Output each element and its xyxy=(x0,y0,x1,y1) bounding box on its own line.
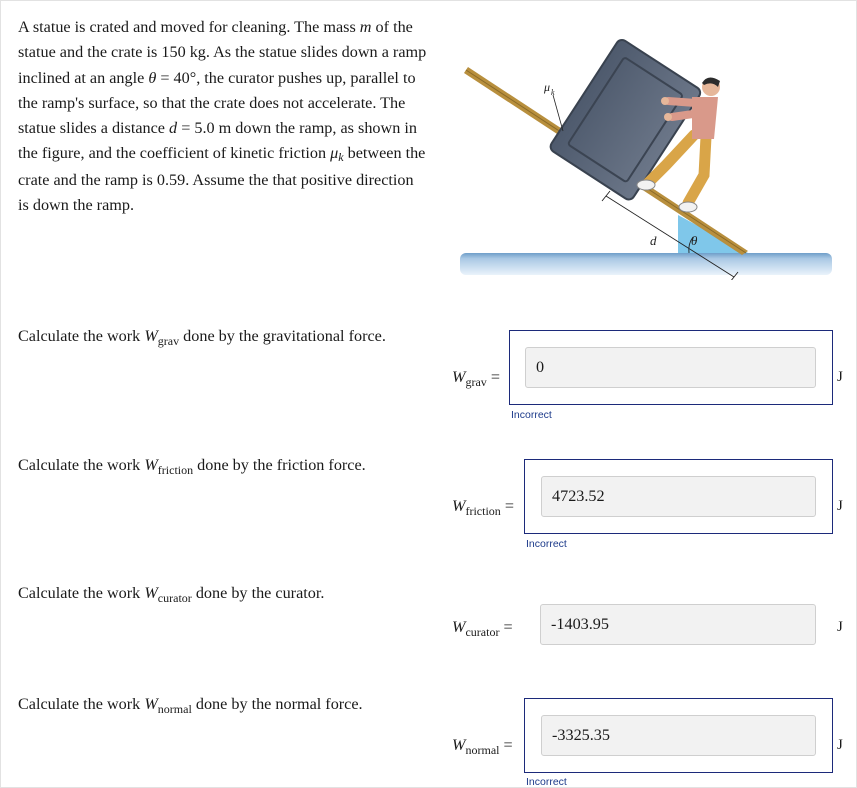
svg-text:k: k xyxy=(551,88,555,97)
answer-input-grav[interactable]: 0 xyxy=(525,347,816,388)
answer-input-friction[interactable]: 4723.52 xyxy=(541,476,816,517)
status-normal: Incorrect xyxy=(526,776,567,788)
problem-statement: A statue is crated and moved for cleaning. The mass m of the statue and the crate is 150 kg. As the statue slides down a ramp inclined at an angle θ = 40°, the curator pushes up, parallel to the ramp's surface, so that the crate does not accelerate. The statue slides a distance d = 5.0 m down the ramp, as shown in the figure, and the coefficient of kinetic friction μk between the crate and the ramp is 0.59. Assume the that positive direction is down the ramp. xyxy=(18,18,427,215)
answer-input-normal[interactable]: -3325.35 xyxy=(541,715,816,756)
label-w-friction: $W_{friction}$ = xyxy=(452,497,514,518)
theta-label: θ xyxy=(691,233,698,248)
status-grav: Incorrect xyxy=(511,409,552,421)
status-friction: Incorrect xyxy=(526,538,567,550)
unit-friction: J xyxy=(837,498,843,514)
question-friction: Calculate the work $W_{friction}$ done by the friction force. xyxy=(18,456,366,477)
floor xyxy=(460,253,832,275)
ramp-figure xyxy=(456,25,836,285)
unit-grav: J xyxy=(837,369,843,385)
answer-input-curator[interactable]: -1403.95 xyxy=(540,604,816,645)
d-label: d xyxy=(650,233,657,248)
label-w-grav: $W_{grav}$ = xyxy=(452,368,500,389)
question-normal: Calculate the work $W_{normal}$ done by the normal force. xyxy=(18,695,363,716)
label-w-normal: $W_{normal}$ = xyxy=(452,736,513,757)
question-curator: Calculate the work $W_{curator}$ done by the curator. xyxy=(18,584,325,605)
label-w-curator: $W_{curator}$ = xyxy=(452,618,513,639)
question-grav: Calculate the work $W_{grav}$ done by the gravitational force. xyxy=(18,327,386,348)
unit-normal: J xyxy=(837,737,843,753)
unit-curator: J xyxy=(837,619,843,635)
mu-label: μ xyxy=(544,80,551,94)
